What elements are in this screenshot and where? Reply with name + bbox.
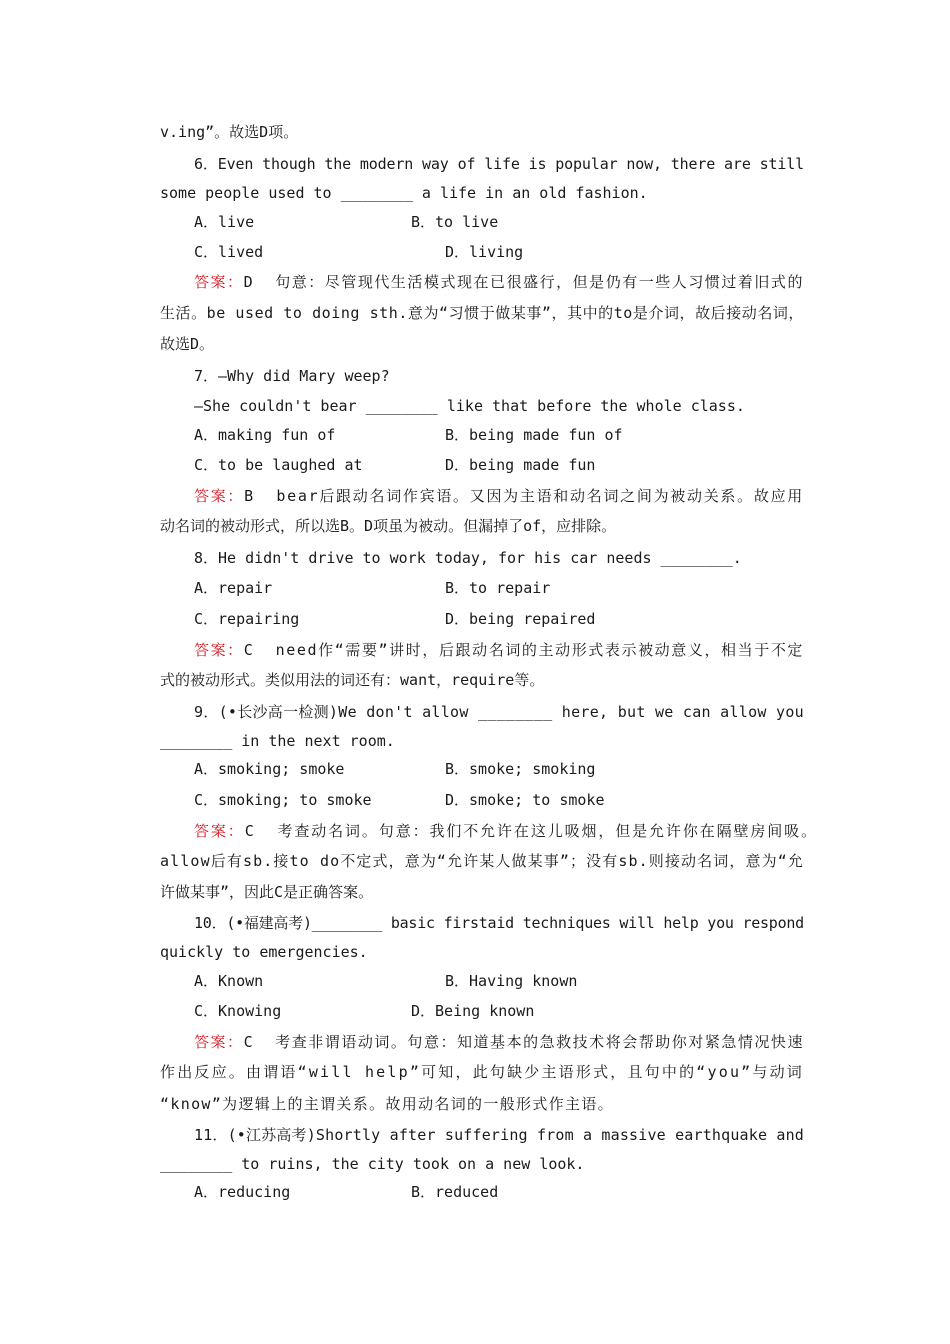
text-line bbox=[411, 212, 498, 232]
line-text: A．making fun of bbox=[194, 426, 336, 444]
text-line bbox=[194, 609, 299, 629]
line-text: C 考查非谓语动词。句意：知道基本的急救技术将会帮助你对紧急情况快速 bbox=[243, 1033, 804, 1051]
line-text: ________ in the next room. bbox=[160, 732, 395, 750]
line-text: A．smoking; smoke bbox=[194, 760, 345, 778]
text-line bbox=[194, 366, 390, 386]
line-text: A．Known bbox=[194, 972, 264, 990]
line-text: C．smoking; to smoke bbox=[194, 791, 372, 809]
line-text: v.ing”。故选D项。 bbox=[160, 123, 299, 141]
text-line bbox=[411, 1182, 498, 1202]
line-text: 11．(•江苏高考)Shortly after suffering from a massive earthquake and bbox=[194, 1126, 804, 1144]
text-line bbox=[194, 455, 363, 475]
answer-label: 答案： bbox=[194, 487, 245, 505]
line-text: A．repair bbox=[194, 579, 273, 597]
text-line bbox=[445, 790, 605, 810]
line-text: C．Knowing bbox=[194, 1002, 282, 1020]
line-text: allow后有sb.接to do不定式，意为“允许某人做某事”；没有sb.则接动名词，意为“允 bbox=[160, 852, 804, 870]
answer-label: 答案： bbox=[194, 1033, 244, 1051]
line-text: 6．Even though the modern way of life is popular now, there are still bbox=[194, 155, 804, 173]
line-text: C need作“需要”讲时，后跟动名词的主动形式表示被动意义，相当于不定 bbox=[243, 641, 805, 659]
line-text: D．living bbox=[445, 243, 524, 261]
line-text: B．to repair bbox=[445, 579, 551, 597]
text-line bbox=[160, 1094, 614, 1114]
text-line bbox=[194, 759, 344, 779]
text-line bbox=[160, 851, 804, 871]
text-line bbox=[194, 548, 742, 568]
line-text: 7．—Why did Mary weep? bbox=[194, 367, 390, 385]
text-line bbox=[160, 1154, 584, 1174]
text-line bbox=[160, 183, 648, 203]
text-line bbox=[194, 578, 272, 598]
text-line bbox=[160, 122, 298, 142]
line-text: 许做某事”，因此C是正确答案。 bbox=[160, 883, 374, 901]
answer-label: 答案： bbox=[194, 273, 244, 291]
line-text: D．being repaired bbox=[445, 610, 596, 628]
text-line bbox=[194, 913, 804, 933]
answer-label: 答案： bbox=[194, 641, 244, 659]
text-line bbox=[411, 1001, 534, 1021]
line-text: 故选D。 bbox=[160, 335, 215, 353]
line-text: some people used to ________ a life in an old fashion. bbox=[160, 184, 648, 202]
line-text: ________ to ruins, the city took on a new look. bbox=[160, 1155, 585, 1173]
line-text: D．being made fun bbox=[445, 456, 596, 474]
text-line bbox=[194, 242, 263, 262]
text-line bbox=[194, 1125, 804, 1145]
text-line bbox=[194, 154, 804, 174]
line-text: B bear后跟动名词作宾语。又因为主语和动名词之间为被动关系。故应用 bbox=[244, 487, 804, 505]
line-text: 8．He didn't drive to work today, for his car needs ________. bbox=[194, 549, 742, 567]
line-text: B．smoke; smoking bbox=[445, 760, 596, 778]
line-text: B．to live bbox=[411, 213, 499, 231]
text-line bbox=[445, 455, 595, 475]
text-line bbox=[445, 609, 595, 629]
line-text: B．Having known bbox=[445, 972, 578, 990]
text-line bbox=[194, 640, 804, 660]
answer-label: 答案： bbox=[194, 822, 245, 840]
text-line bbox=[445, 971, 577, 991]
text-line bbox=[194, 821, 818, 841]
line-text: 10．(•福建高考)________ basic firstaid techniques will help you respond bbox=[194, 914, 804, 932]
text-line bbox=[194, 1182, 290, 1202]
text-line bbox=[445, 578, 550, 598]
text-line bbox=[194, 1032, 804, 1052]
line-text: —She couldn't bear ________ like that before the whole class. bbox=[194, 397, 745, 415]
text-line bbox=[160, 882, 373, 902]
line-text: 式的被动形式。类似用法的词还有：want，require等。 bbox=[160, 671, 545, 689]
line-text: C 考查动名词。句意：我们不允许在这儿吸烟，但是允许你在隔壁房间吸。 bbox=[244, 822, 818, 840]
line-text: D．Being known bbox=[411, 1002, 535, 1020]
line-text: “know”为逻辑上的主谓关系。故用动名词的一般形式作主语。 bbox=[160, 1095, 614, 1113]
line-text: D．smoke; to smoke bbox=[445, 791, 605, 809]
line-text: 9．(•长沙高一检测)We don't allow ________ here, but we can allow you bbox=[194, 703, 804, 721]
line-text: quickly to emergencies. bbox=[160, 943, 368, 961]
text-line bbox=[160, 942, 368, 962]
text-line bbox=[160, 303, 804, 323]
text-line bbox=[445, 242, 523, 262]
text-line bbox=[445, 759, 595, 779]
line-text: B．reduced bbox=[411, 1183, 499, 1201]
text-line bbox=[194, 272, 804, 292]
line-text: D 句意：尽管现代生活模式现在已很盛行，但是仍有一些人习惯过着旧式的 bbox=[243, 273, 804, 291]
line-text: C．to be laughed at bbox=[194, 456, 363, 474]
text-line bbox=[194, 425, 335, 445]
text-line bbox=[194, 1001, 281, 1021]
line-text: C．lived bbox=[194, 243, 264, 261]
line-text: 动名词的被动形式，所以选B。D项虽为被动。但漏掉了of，应排除。 bbox=[160, 517, 617, 535]
text-line bbox=[194, 396, 745, 416]
text-line bbox=[194, 486, 804, 506]
line-text: 生活。be used to doing sth.意为“习惯于做某事”，其中的to是介词，故后接动名词， bbox=[160, 304, 804, 322]
line-text: B．being made fun of bbox=[445, 426, 623, 444]
line-text: A．reducing bbox=[194, 1183, 291, 1201]
text-line bbox=[194, 971, 263, 991]
text-line bbox=[160, 731, 395, 751]
text-line bbox=[160, 1062, 804, 1082]
text-line bbox=[160, 670, 544, 690]
text-line bbox=[194, 702, 804, 722]
text-line bbox=[160, 334, 214, 354]
text-line bbox=[160, 516, 616, 536]
text-line bbox=[194, 790, 372, 810]
line-text: 作出反应。由谓语“will help”可知，此句缺少主语形式，且句中的“you”与动词 bbox=[160, 1063, 805, 1081]
line-text: A．live bbox=[194, 213, 255, 231]
text-line bbox=[194, 212, 254, 232]
line-text: C．repairing bbox=[194, 610, 300, 628]
text-line bbox=[445, 425, 623, 445]
